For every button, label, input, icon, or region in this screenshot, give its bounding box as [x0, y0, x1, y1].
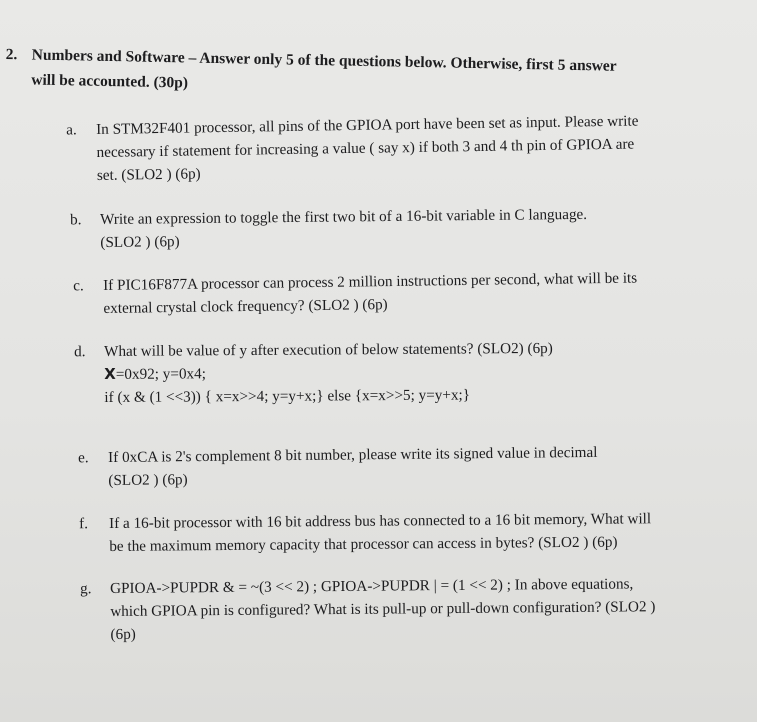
question-c	[73, 267, 638, 320]
question-line: In STM32F401 processor, all pins of the GPIOA port have been set as input. Please write	[96, 112, 639, 138]
question-label: d.	[74, 343, 86, 361]
question-line: GPIOA->PUPDR & = ~(3 << 2) ; GPIOA->PUPDR | = (1 << 2) ; In above equations,	[110, 575, 634, 597]
question-line: If 0xCA is 2's complement 8 bit number, please write its signed value in decimal	[108, 443, 598, 466]
question-label: a.	[66, 121, 77, 139]
question-label: c.	[73, 277, 84, 295]
question-line: If PIC16F877A processor can process 2 million instructions per second, what will be its	[103, 269, 638, 294]
question-number: 2.	[5, 45, 18, 64]
question-line: (SLO2 ) (6p)	[108, 471, 188, 489]
question-line: external crystal clock frequency? (SLO2 ) (6p)	[103, 296, 388, 317]
question-line: What will be value of y after execution of below statements? (SLO2) (6p)	[104, 339, 553, 360]
question-line: (SLO2 ) (6p)	[100, 233, 180, 251]
handwritten-x-mark: X	[104, 364, 116, 383]
question-line: Write an expression to toggle the first two bit of a 16-bit variable in C language.	[100, 205, 588, 228]
question-line: be the maximum memory capacity that processor can access in bytes? (SLO2 ) (6p)	[109, 533, 618, 555]
question-e	[78, 441, 598, 492]
question-d	[74, 337, 553, 409]
question-line: If a 16-bit processor with 16 bit address bus has connected to a 16 bit memory, What will	[109, 510, 652, 532]
question-b	[70, 203, 588, 254]
question-line: (6p)	[110, 625, 136, 643]
question-line: which GPIOA pin is configured? What is its pull-up or pull-down configuration? (SLO2 )	[110, 598, 656, 620]
question-label: b.	[70, 211, 82, 229]
question-line: necessary if statement for increasing a value ( say x) if both 3 and 4 th pin of GPIOA are	[96, 135, 635, 161]
question-label: g.	[80, 580, 92, 598]
header-line-1: 2. Numbers and Software – Answer only 5 of the questions below. Otherwise, first 5 answer	[6, 46, 617, 75]
code-line-1: X=0x92; y=0x4;	[104, 364, 207, 383]
question-line: set. (SLO2 ) (6p)	[96, 165, 201, 184]
question-2-header	[5, 42, 718, 106]
question-label: f.	[79, 515, 89, 533]
question-f	[79, 507, 652, 558]
header-line-2: will be accounted. (30p)	[31, 71, 189, 92]
question-a	[66, 109, 639, 187]
code-line-2: if (x & (1 <<3)) { x=x>>4; y=y+x;} else {x=x>>5; y=y+x;}	[104, 386, 471, 406]
question-label: e.	[78, 449, 89, 467]
question-g	[80, 572, 656, 646]
